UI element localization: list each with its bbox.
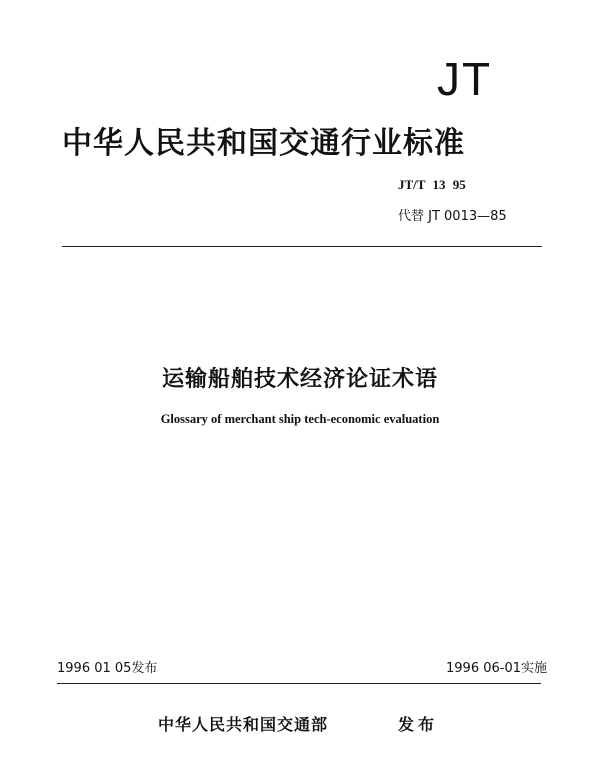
standard-code: JT/T 13 95 — [398, 177, 466, 192]
header-divider — [62, 246, 542, 247]
document-title-zh: 运输船舶技术经济论证术语 — [161, 367, 438, 392]
replaces-standard: 代替 JT 0013—85 — [398, 209, 507, 224]
standard-logo: JT — [437, 53, 493, 105]
publish-label: 发布 — [398, 715, 439, 734]
standard-category-title: 中华人民共和国交通行业标准 — [62, 126, 465, 161]
publisher: 中华人民共和国交通部 — [158, 715, 329, 734]
footer-divider — [57, 683, 541, 684]
issue-date: 1996 01 05发布 — [57, 661, 158, 676]
document-title-en: Glossary of merchant ship tech-economic evaluation — [160, 412, 440, 426]
implementation-date: 1996 06-01实施 — [446, 661, 547, 676]
